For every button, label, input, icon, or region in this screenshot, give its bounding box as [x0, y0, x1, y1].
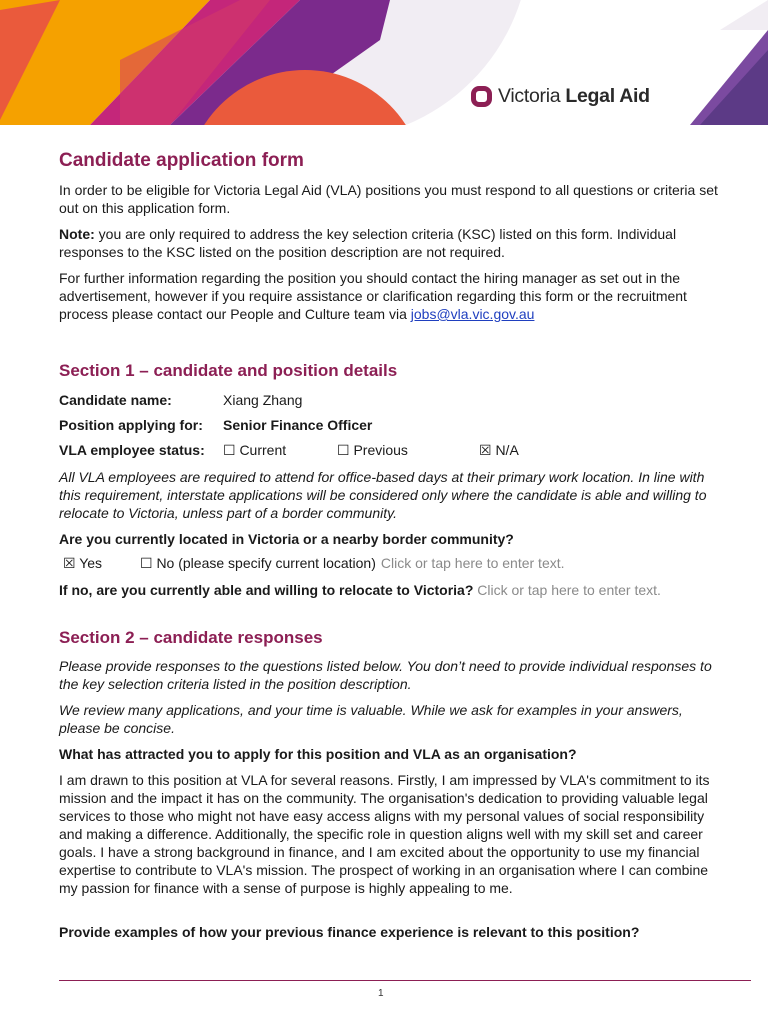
document-body	[59, 150, 719, 941]
located-options	[59, 554, 719, 572]
question-1: What has attracted you to apply for this position and VLA as an organisation?	[59, 746, 577, 762]
position-value[interactable]: Senior Finance Officer	[223, 417, 373, 433]
section2-instructions-2: We review many applications, and your time is valuable. While we ask for examples in your answers, please be concise.	[59, 702, 683, 736]
status-na-checkbox[interactable]: ☒ N/A	[479, 442, 519, 458]
section1-heading: Section 1 – candidate and position details	[59, 361, 398, 380]
located-yes-checkbox[interactable]: ☒ Yes	[63, 555, 103, 571]
question-2: Provide examples of how your previous finance experience is relevant to this position?	[59, 924, 640, 940]
employee-status-label: VLA employee status:	[59, 442, 205, 458]
attendance-note: All VLA employees are required to attend for office-based days at their primary work location. In line with this requirement, interstate applications will be considered only where the candidate is able and willing to relocate to Victoria, unless part of a border community.	[59, 469, 707, 521]
located-question: Are you currently located in Victoria or a nearby border community?	[59, 531, 514, 547]
status-previous-checkbox[interactable]: ☐ Previous	[337, 442, 408, 458]
intro-contact: For further information regarding the position you should contact the hiring manager as set out in the advertisement, however if you require assistance or clarification regarding this form or the recruitment process please contact our People and Culture team via jobs@vla.vic.gov.au	[59, 270, 687, 322]
relocate-row	[59, 581, 719, 599]
logo-text: Victoria Legal Aid	[498, 84, 650, 107]
header-artwork	[0, 0, 768, 125]
intro-paragraph-1: In order to be eligible for Victoria Legal Aid (VLA) positions you must respond to all questions or criteria set out on this application form.	[59, 182, 718, 216]
footer-divider	[59, 980, 751, 981]
intro-note: Note: you are only required to address the key selection criteria (KSC) listed on this form. Individual responses to the KSC listed on the position description are not required.	[59, 226, 677, 260]
relocate-question: If no, are you currently able and willing to relocate to Victoria?	[59, 582, 474, 598]
status-current-checkbox[interactable]: ☐ Current	[223, 442, 287, 458]
page-title: Candidate application form	[59, 150, 304, 171]
position-row	[59, 416, 719, 434]
logo-mark-icon	[471, 86, 492, 107]
current-location-input[interactable]: Click or tap here to enter text.	[380, 555, 565, 571]
answer-1[interactable]: I am drawn to this position at VLA for several reasons. Firstly, I am impressed by VLA's commitment to its mission and the impact it has on the community. The organisation's dedication to providing valuable legal services to those who might not have easy access aligns with my personal values of social responsibility and making a difference. Additionally, the specific role in question aligns well with my skill set and career goals. I have a strong background in finance, and I am excited about the opportunity to use my financial expertise to contribute to VLA's mission. The prospect of working in an organisation where I can combine my passion for finance with a sense of purpose is highly appealing to me.	[59, 772, 710, 896]
section2-instructions-1: Please provide responses to the questions listed below. You don’t need to provide individual responses to the key selection criteria listed in the position description.	[59, 658, 712, 692]
section2-heading: Section 2 – candidate responses	[59, 628, 323, 647]
page-number: 1	[378, 988, 384, 999]
relocate-input[interactable]: Click or tap here to enter text.	[477, 582, 661, 598]
vla-logo	[471, 81, 650, 111]
email-link[interactable]: jobs@vla.vic.gov.au	[410, 306, 535, 322]
located-no-checkbox[interactable]: ☐ No (please specify current location)	[140, 555, 376, 571]
position-label: Position applying for:	[59, 417, 203, 433]
candidate-name-value[interactable]: Xiang Zhang	[223, 392, 303, 408]
candidate-name-label: Candidate name:	[59, 392, 172, 408]
candidate-name-row	[59, 391, 719, 409]
employee-status-row	[59, 441, 719, 459]
